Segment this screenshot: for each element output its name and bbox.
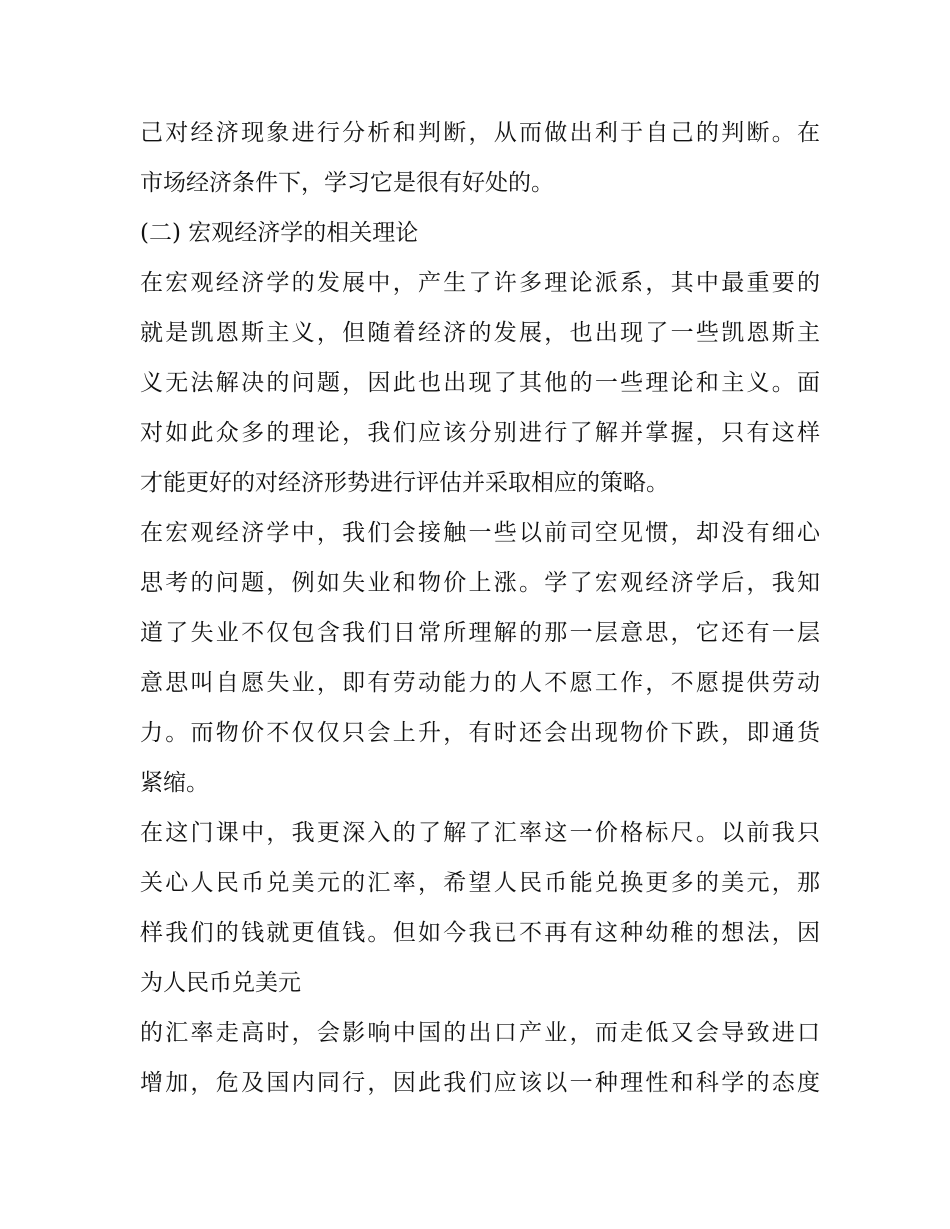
text-line: 就是凯恩斯主义，但随着经济的发展，也出现了一些凯恩斯主	[140, 320, 820, 346]
text-line: 意思叫自愿失业，即有劳动能力的人不愿工作，不愿提供劳动	[140, 670, 820, 696]
text-line: 对如此众多的理论，我们应该分别进行了解并掌握，只有这样	[140, 420, 820, 446]
text-line: 的汇率走高时，会影响中国的出口产业，而走低又会导致进口	[140, 1020, 820, 1046]
text-line: 为人民币兑美元	[140, 970, 301, 996]
text-line: 力。而物价不仅仅只会上升，有时还会出现物价下跌，即通货	[140, 720, 820, 746]
document-body	[140, 108, 820, 1108]
text-line: 在这门课中，我更深入的了解了汇率这一价格标尺。以前我只	[140, 820, 820, 846]
text-line: 市场经济条件下，学习它是很有好处的。	[140, 170, 554, 196]
text-line: 己对经济现象进行分析和判断，从而做出利于自己的判断。在	[140, 120, 820, 146]
text-line: 在宏观经济学的发展中，产生了许多理论派系，其中最重要的	[140, 270, 820, 296]
text-line: 在宏观经济学中，我们会接触一些以前司空见惯，却没有细心	[140, 520, 820, 546]
text-line: 道了失业不仅包含我们日常所理解的那一层意思，它还有一层	[140, 620, 820, 646]
text-line: 样我们的钱就更值钱。但如今我已不再有这种幼稚的想法，因	[140, 920, 820, 946]
text-line: 紧缩。	[140, 770, 209, 796]
text-line: 才能更好的对经济形势进行评估并采取相应的策略。	[140, 470, 669, 496]
text-line: 增加，危及国内同行，因此我们应该以一种理性和科学的态度	[140, 1070, 820, 1096]
text-line: 关心人民币兑美元的汇率，希望人民币能兑换更多的美元，那	[140, 870, 820, 896]
text-line: 义无法解决的问题，因此也出现了其他的一些理论和主义。面	[140, 370, 820, 396]
text-line: (二) 宏观经济学的相关理论	[140, 220, 419, 246]
text-line: 思考的问题，例如失业和物价上涨。学了宏观经济学后，我知	[140, 570, 820, 596]
